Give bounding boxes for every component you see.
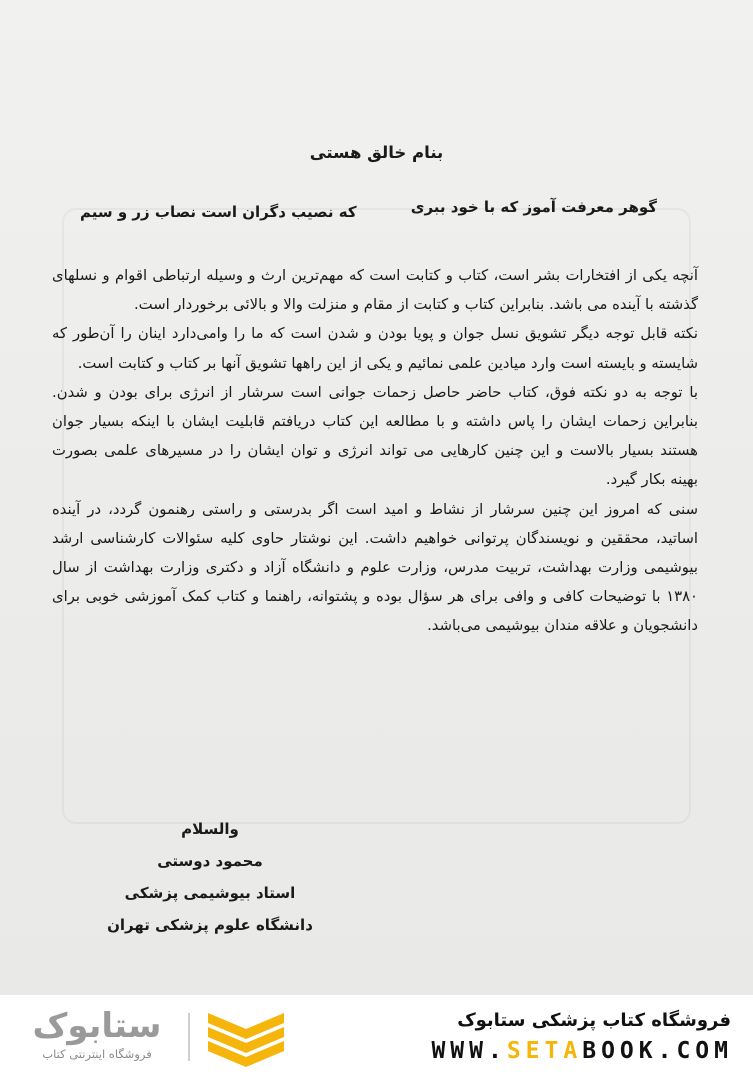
- url-suffix: BOOK.COM: [582, 1038, 733, 1064]
- logo-divider: [188, 1013, 190, 1061]
- url-prefix: WWW.: [431, 1038, 507, 1064]
- store-logo-wordmark[interactable]: [22, 1007, 172, 1061]
- url-accent: SETA: [506, 1038, 583, 1064]
- signature-closing: والسلام: [181, 820, 239, 838]
- signature-name: محمود دوستی: [157, 852, 263, 870]
- store-name: فروشگاه کتاب پزشکی ستابوک: [457, 1010, 731, 1031]
- signature-position: استاد بیوشیمی پزشکی: [124, 884, 296, 902]
- paragraph-2: نکته قابل توجه دیگر تشویق نسل جوان و پویا بودن و شدن است که ما را وامی‌دارد اینان را آن‌طور که شایسته و بایسته است وارد میادین علمی نمائیم و یکی از این راهها تشویق آنها بر کتاب و کتابت است.: [52, 325, 698, 372]
- preface-body: [52, 261, 698, 641]
- verse-second-hemistich: که نصیب دگران است نصاب زر و سیم: [80, 203, 357, 221]
- logo-tagline: فروشگاه اینترنتی کتاب: [42, 1047, 152, 1061]
- signature-block: [100, 813, 320, 941]
- chevron-stack-icon: [206, 1009, 286, 1067]
- verse-first-hemistich: گوهر معرفت آموز که با خود ببری: [410, 198, 657, 216]
- store-footer: [0, 995, 753, 1079]
- logo-brand-text: ستابوک: [32, 1006, 162, 1046]
- store-url[interactable]: [431, 1038, 733, 1064]
- paragraph-3: با توجه به دو نکته فوق، کتاب حاضر حاصل زحمات جوانی است سرشار از انرژی برای بودن و شدن. بنابراین زحمات ایشان را پاس داشته و با مطالعه این کتاب دریافتم قابلیت ایشان با اینکه بسیار جوان هستند بسیار بالاست و این چنین کارهایی می تواند انرژی و توان ایشان را در مسیرهای علمی بصورت بهینه بکار گیرد.: [52, 383, 698, 489]
- signature-institution: دانشگاه علوم پزشکی تهران: [107, 916, 313, 934]
- paragraph-4: سنی که امروز این چنین سرشار از نشاط و امید است اگر بدرستی و راستی رهنمون گردد، در آینده اساتید، محققین و نویسندگان پرتوانی خواهیم داشت. این نوشتار حاوی کلیه سئوالات کارشناسی ارشد بیوشیمی وزارت بهداشت، تربیت مدرس، وزارت علوم و دانشگاه آزاد و دکتری وزارت بهداشت از سال ۱۳۸۰ با توضیحات کافی و وافی برای هر سؤال بوده و پشتوانه، راهنما و کتاب کمک آموزشی خوبی برای دانشجویان و علاقه مندان بیوشیمی می‌باشد.: [52, 500, 698, 635]
- page-title: بنام خالق هستی: [309, 143, 444, 162]
- paragraph-1: آنچه یکی از افتخارات بشر است، کتاب و کتابت است که مهم‌ترین ارث و وسیله ارتباطی اقوام و نسلهای گذشته با آینده می باشد. بنابراین کتاب و کتابت از مقام و منزلت والا و بالائی برخوردار است.: [52, 267, 698, 314]
